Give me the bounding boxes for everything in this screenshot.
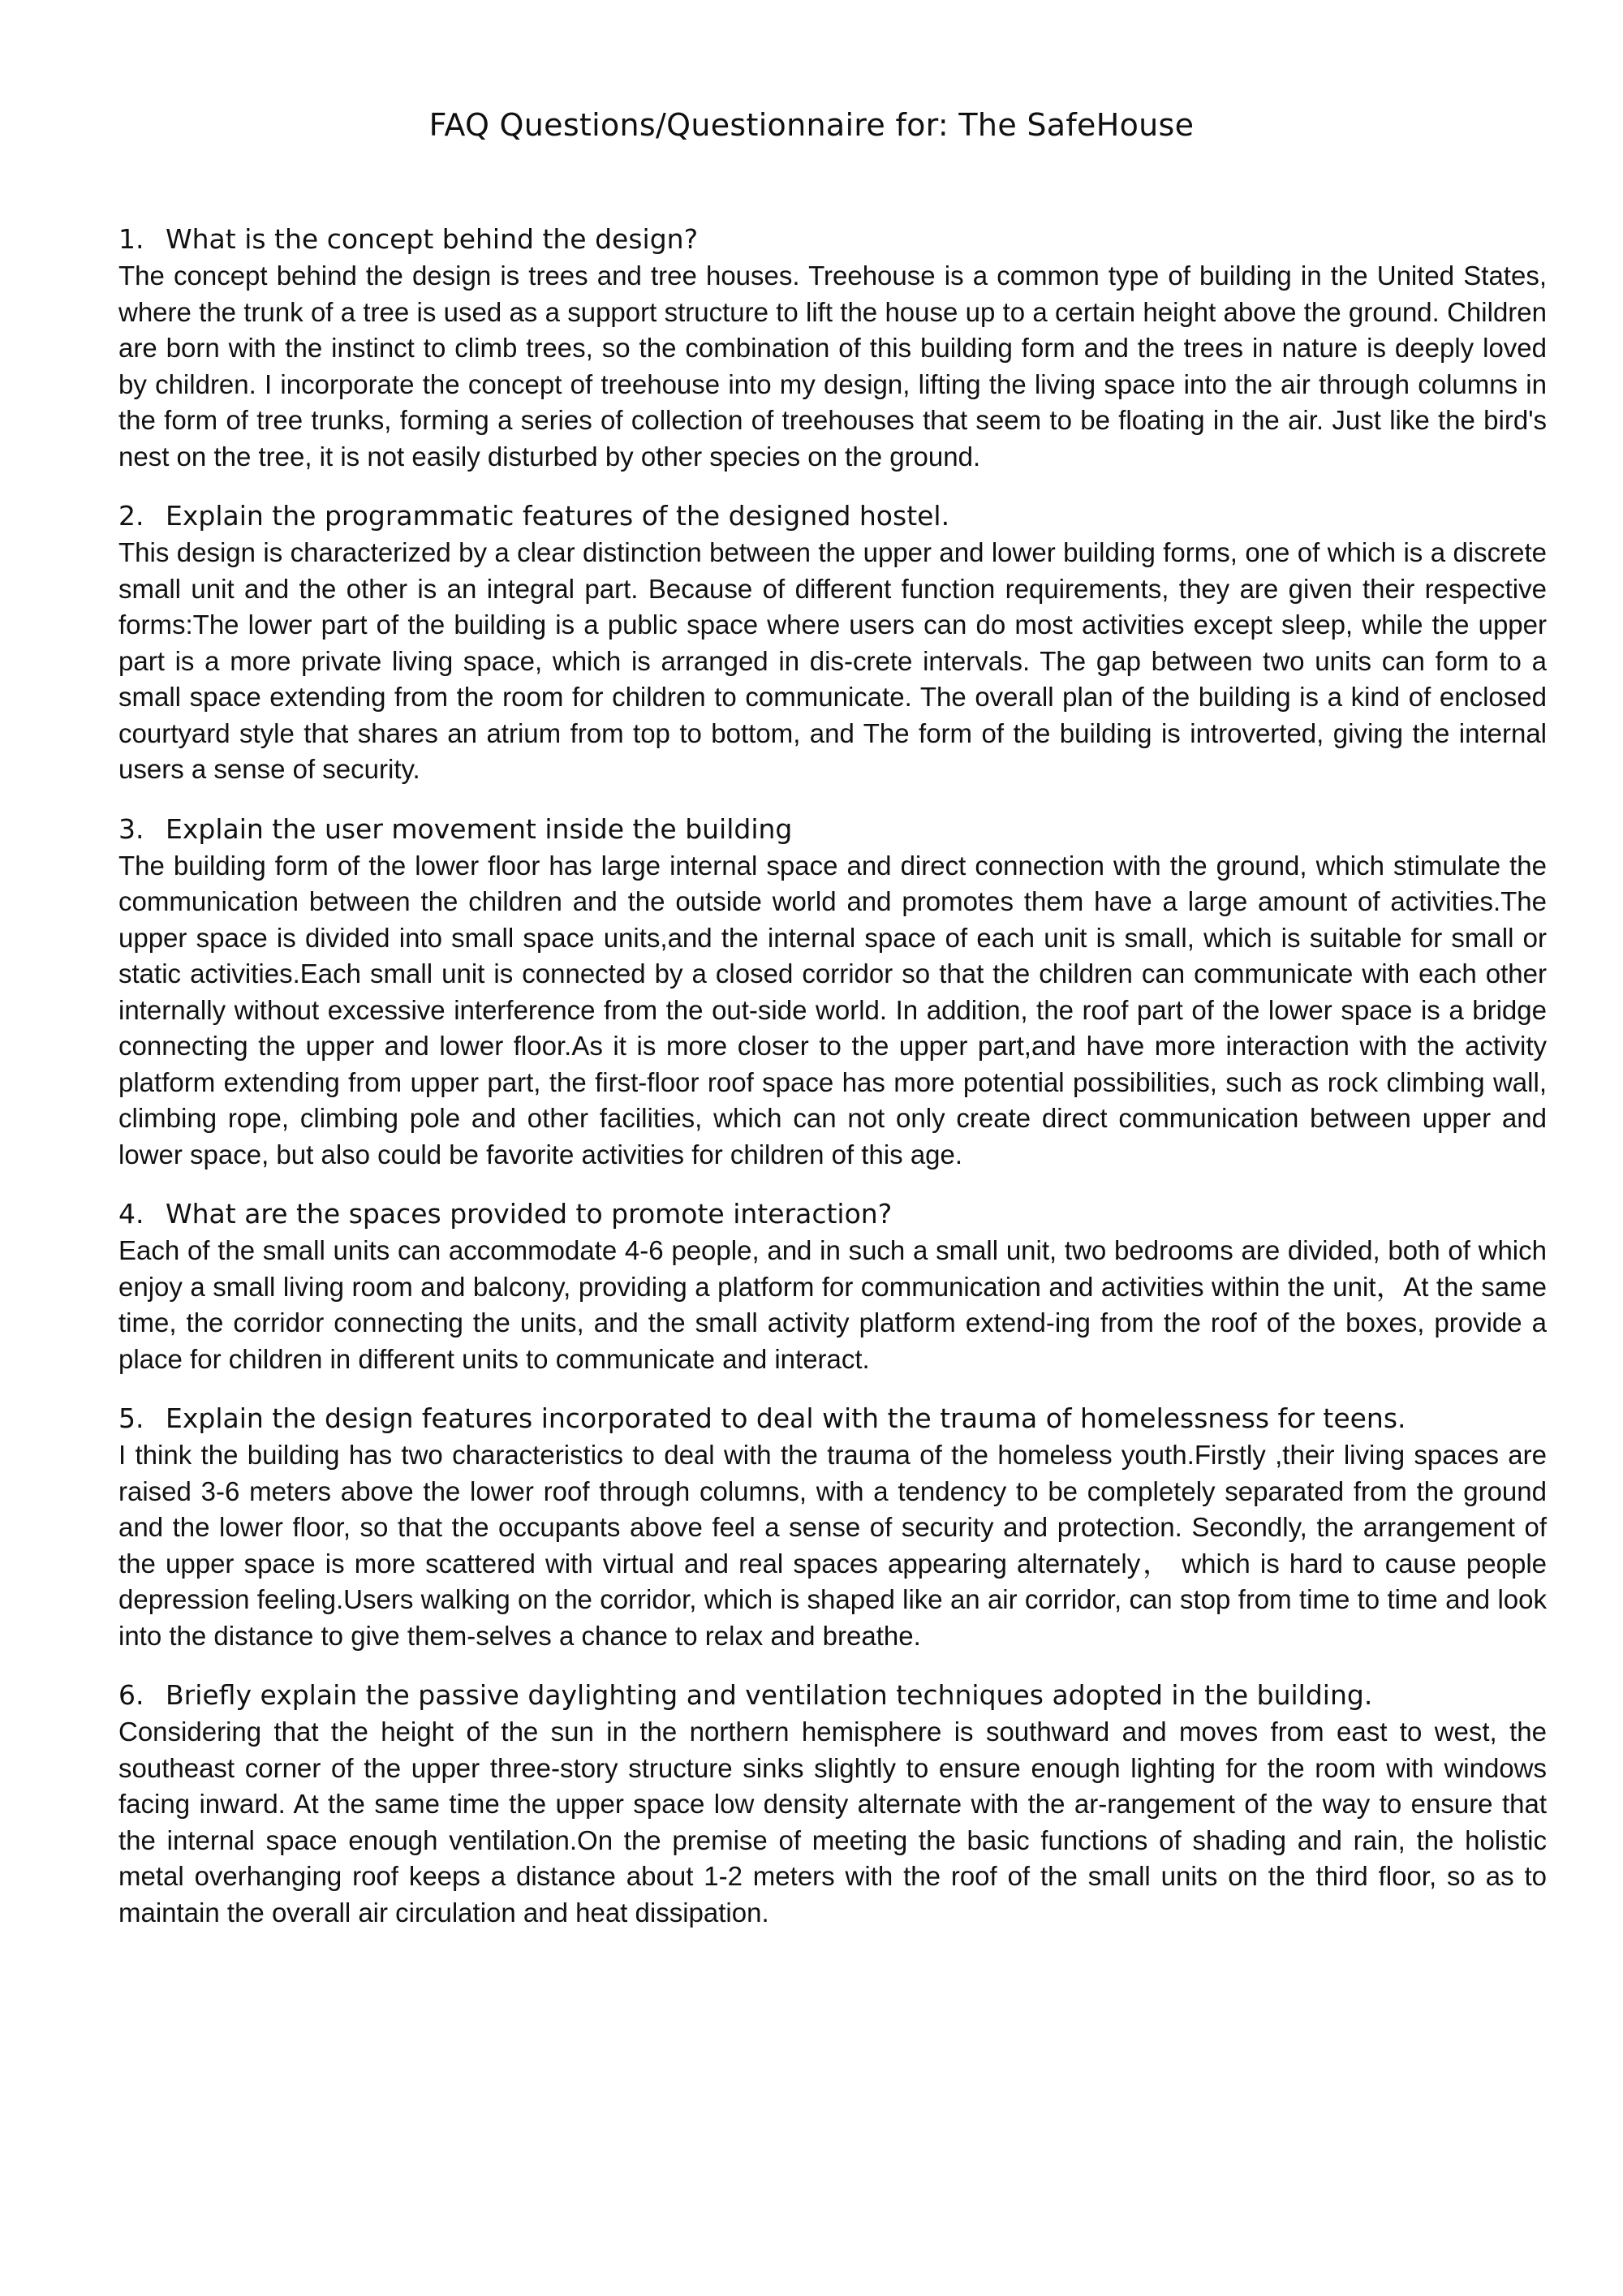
question-text: Explain the programmatic features of the designed hostel. xyxy=(166,500,950,532)
faq-item-3 xyxy=(118,811,1547,1174)
faq-question xyxy=(118,1195,1547,1233)
faq-question xyxy=(118,1677,1547,1714)
faq-answer: The concept behind the design is trees and tree houses. Treehouse is a common type of building in the United States, where the trunk of a tree is used as a support structure to lift the house up to a certain height above the ground. Children are born with the instinct to climb trees, so the combination of this building form and the trees in nature is deeply loved by children. I incorporate the concept of treehouse into my design, lifting the living space into the air through columns in the form of tree trunks, forming a series of collection of treehouses that seem to be floating in the air. Just like the bird's nest on the tree, it is not easily disturbed by other species on the ground. xyxy=(118,261,1547,472)
question-number: 5. xyxy=(118,1402,144,1434)
question-number: 3. xyxy=(118,812,144,845)
question-number: 2. xyxy=(118,500,144,532)
question-text: What are the spaces provided to promote interaction? xyxy=(166,1198,893,1230)
question-text: Explain the user movement inside the building xyxy=(166,812,793,845)
faq-answer: Each of the small units can accommodate 4-6 people, and in such a small unit, two bedrooms are divided, both of which enjoy a small living room and balcony, providing a platform for communication and activities within the unit，At the same time, the corridor connecting the units, and the small activity platform extend-ing from the roof of the boxes, provide a place for children in different units to communicate and interact. xyxy=(118,1235,1547,1374)
faq-answer: Considering that the height of the sun in the northern hemisphere is southward and moves from east to west, the southeast corner of the upper three-story structure sinks slightly to ensure enough lighting for the room with windows facing inward. At the same time the upper space low density alternate with the ar-rangement of the way to ensure that the internal space enough ventilation.On the premise of meeting the basic functions of shading and rain, the holistic metal overhanging roof keeps a distance about 1-2 meters with the roof of the small units on the third floor, so as to maintain the overall air circulation and heat dissipation. xyxy=(118,1717,1547,1928)
faq-item-6 xyxy=(118,1677,1547,1931)
faq-question xyxy=(118,221,1547,258)
faq-answer: I think the building has two characteristics to deal with the trauma of the homeless youth.Firstly ,their living spaces are raised 3-6 meters above the lower roof through columns, with a tendency to be completely separated from the ground and the lower floor, so that the occupants above feel a sense of security and protection. Secondly, the arrangement of the upper space is more scattered with virtual and real spaces appearing alternately， which is hard to cause people depression feeling.Users walking on the corridor, which is shaped like an air corridor, can stop from time to time and look into the distance to give them-selves a chance to relax and breathe. xyxy=(118,1440,1547,1651)
question-text: Explain the design features incorporated to deal with the trauma of homelessness for teens. xyxy=(166,1402,1406,1434)
faq-question xyxy=(118,1400,1547,1437)
question-number: 6. xyxy=(118,1679,144,1711)
question-text: Briefly explain the passive daylighting and ventilation techniques adopted in the building. xyxy=(166,1679,1373,1711)
faq-question xyxy=(118,498,1547,535)
faq-item-1 xyxy=(118,221,1547,475)
faq-item-5 xyxy=(118,1400,1547,1654)
question-number: 1. xyxy=(118,223,144,255)
faq-answer: The building form of the lower floor has large internal space and direct connection with the ground, which stimulate the communication between the children and the outside world and promotes them have a large amount of activities.The upper space is divided into small space units,and the internal space of each unit is small, which is suitable for small or static activities.Each small unit is connected by a closed corridor so that the children can communicate with each other internally without excessive interference from the out-side world. In addition, the roof part of the lower space is a bridge connecting the upper and lower floor.As it is more closer to the upper part,and have more interaction with the activity platform extending from upper part, the first-floor roof space has more potential possibilities, such as rock climbing wall, climbing rope, climbing pole and other facilities, which can not only create direct communication between upper and lower space, but also could be favorite activities for children of this age. xyxy=(118,850,1547,1170)
faq-answer: This design is characterized by a clear distinction between the upper and lower building forms, one of which is a discrete small unit and the other is an integral part. Because of different function requirements, they are given their respective forms:The lower part of the building is a public space where users can do most activities except sleep, while the upper part is a more private living space, which is arranged in dis-crete intervals. The gap between two units can form to a small space extending from the room for children to communicate. The overall plan of the building is a kind of enclosed courtyard style that shares an atrium from top to bottom, and The form of the building is introverted, giving the internal users a sense of security. xyxy=(118,537,1547,784)
question-text: What is the concept behind the design? xyxy=(166,223,699,255)
page-title: FAQ Questions/Questionnaire for: The SafeHouse xyxy=(428,107,1195,143)
faq-question xyxy=(118,811,1547,848)
faq-item-2 xyxy=(118,498,1547,788)
question-number: 4. xyxy=(118,1198,144,1230)
faq-item-4 xyxy=(118,1195,1547,1377)
faq-list xyxy=(118,221,1547,1954)
